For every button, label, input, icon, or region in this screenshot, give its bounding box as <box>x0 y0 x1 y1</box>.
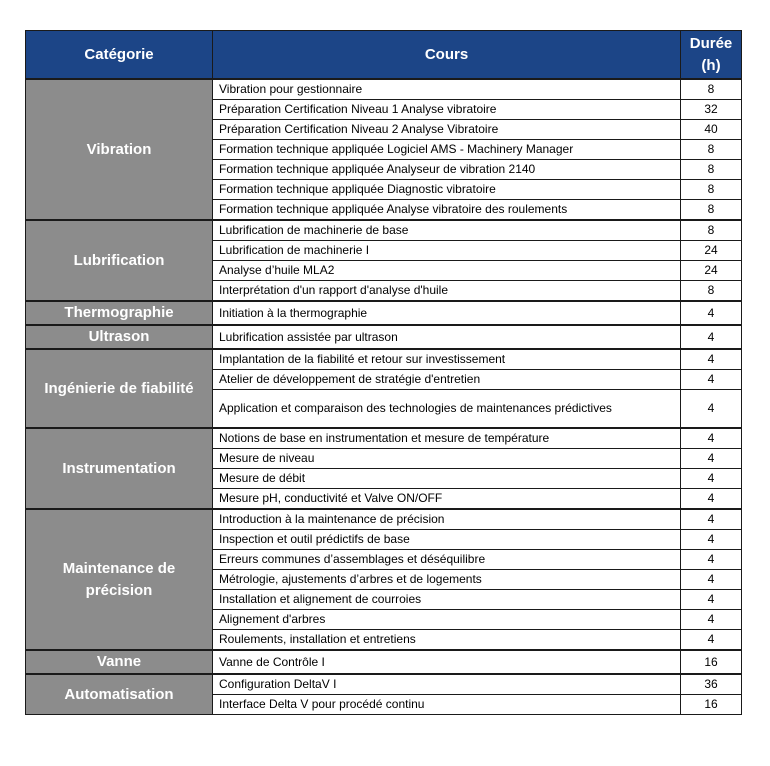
course-cell: Configuration DeltaV I <box>213 674 681 695</box>
course-cell: Préparation Certification Niveau 2 Analyse Vibratoire <box>213 120 681 140</box>
course-cell: Mesure pH, conductivité et Valve ON/OFF <box>213 489 681 510</box>
course-cell: Formation technique appliquée Logiciel AMS - Machinery Manager <box>213 140 681 160</box>
duration-cell: 8 <box>681 281 742 302</box>
category-cell: Automatisation <box>26 674 213 715</box>
duration-cell: 8 <box>681 160 742 180</box>
duration-cell: 16 <box>681 650 742 674</box>
duration-cell: 4 <box>681 570 742 590</box>
course-cell: Préparation Certification Niveau 1 Analyse vibratoire <box>213 100 681 120</box>
course-cell: Implantation de la fiabilité et retour sur investissement <box>213 349 681 370</box>
course-cell: Atelier de développement de stratégie d'entretien <box>213 370 681 390</box>
duration-cell: 4 <box>681 469 742 489</box>
category-cell: Vanne <box>26 650 213 674</box>
category-cell: Lubrification <box>26 220 213 301</box>
course-cell: Mesure de niveau <box>213 449 681 469</box>
duration-cell: 8 <box>681 200 742 221</box>
course-cell: Lubrification assistée par ultrason <box>213 325 681 349</box>
duration-cell: 4 <box>681 449 742 469</box>
course-cell: Notions de base en instrumentation et mesure de température <box>213 428 681 449</box>
course-cell: Roulements, installation et entretiens <box>213 630 681 651</box>
duration-cell: 4 <box>681 390 742 429</box>
table-row <box>26 301 742 325</box>
duration-cell: 4 <box>681 630 742 651</box>
duration-cell: 4 <box>681 590 742 610</box>
duration-cell: 8 <box>681 220 742 241</box>
course-cell: Vanne de Contrôle I <box>213 650 681 674</box>
table-row <box>26 650 742 674</box>
category-cell: Ultrason <box>26 325 213 349</box>
duration-cell: 4 <box>681 489 742 510</box>
duration-cell: 36 <box>681 674 742 695</box>
course-cell: Lubrification de machinerie I <box>213 241 681 261</box>
category-cell: Instrumentation <box>26 428 213 509</box>
duration-cell: 4 <box>681 428 742 449</box>
table-row <box>26 79 742 100</box>
course-table-container <box>25 30 741 715</box>
course-cell: Interprétation d'un rapport d'analyse d'huile <box>213 281 681 302</box>
duration-cell: 4 <box>681 370 742 390</box>
category-cell: Maintenance de précision <box>26 509 213 650</box>
duration-cell: 40 <box>681 120 742 140</box>
course-cell: Initiation à la thermographie <box>213 301 681 325</box>
duration-cell: 24 <box>681 261 742 281</box>
course-cell: Interface Delta V pour procédé continu <box>213 695 681 715</box>
duration-cell: 24 <box>681 241 742 261</box>
course-table <box>25 30 742 715</box>
duration-cell: 32 <box>681 100 742 120</box>
course-cell: Erreurs communes d’assemblages et déséquilibre <box>213 550 681 570</box>
course-cell: Formation technique appliquée Analyseur de vibration 2140 <box>213 160 681 180</box>
course-cell: Lubrification de machinerie de base <box>213 220 681 241</box>
duration-cell: 8 <box>681 79 742 100</box>
duration-cell: 4 <box>681 301 742 325</box>
course-cell: Mesure de débit <box>213 469 681 489</box>
duration-cell: 16 <box>681 695 742 715</box>
category-cell: Vibration <box>26 79 213 220</box>
header-course: Cours <box>213 31 681 80</box>
table-row <box>26 509 742 530</box>
course-cell: Installation et alignement de courroies <box>213 590 681 610</box>
table-row <box>26 674 742 695</box>
duration-cell: 4 <box>681 325 742 349</box>
duration-cell: 8 <box>681 180 742 200</box>
duration-cell: 8 <box>681 140 742 160</box>
course-cell: Alignement d'arbres <box>213 610 681 630</box>
course-cell: Application et comparaison des technologies de maintenances prédictives <box>213 390 681 429</box>
header-row <box>26 31 742 80</box>
course-cell: Inspection et outil prédictifs de base <box>213 530 681 550</box>
table-row <box>26 220 742 241</box>
table-row <box>26 349 742 370</box>
course-cell: Analyse d’huile MLA2 <box>213 261 681 281</box>
category-cell: Thermographie <box>26 301 213 325</box>
duration-cell: 4 <box>681 550 742 570</box>
course-cell: Vibration pour gestionnaire <box>213 79 681 100</box>
header-duration: Durée (h) <box>681 31 742 80</box>
table-row <box>26 428 742 449</box>
course-cell: Métrologie, ajustements d’arbres et de logements <box>213 570 681 590</box>
table-row <box>26 325 742 349</box>
header-category: Catégorie <box>26 31 213 80</box>
duration-cell: 4 <box>681 509 742 530</box>
duration-cell: 4 <box>681 610 742 630</box>
category-cell: Ingénierie de fiabilité <box>26 349 213 428</box>
course-cell: Formation technique appliquée Analyse vibratoire des roulements <box>213 200 681 221</box>
duration-cell: 4 <box>681 530 742 550</box>
course-cell: Formation technique appliquée Diagnostic vibratoire <box>213 180 681 200</box>
course-cell: Introduction à la maintenance de précision <box>213 509 681 530</box>
table-body <box>26 79 742 715</box>
duration-cell: 4 <box>681 349 742 370</box>
